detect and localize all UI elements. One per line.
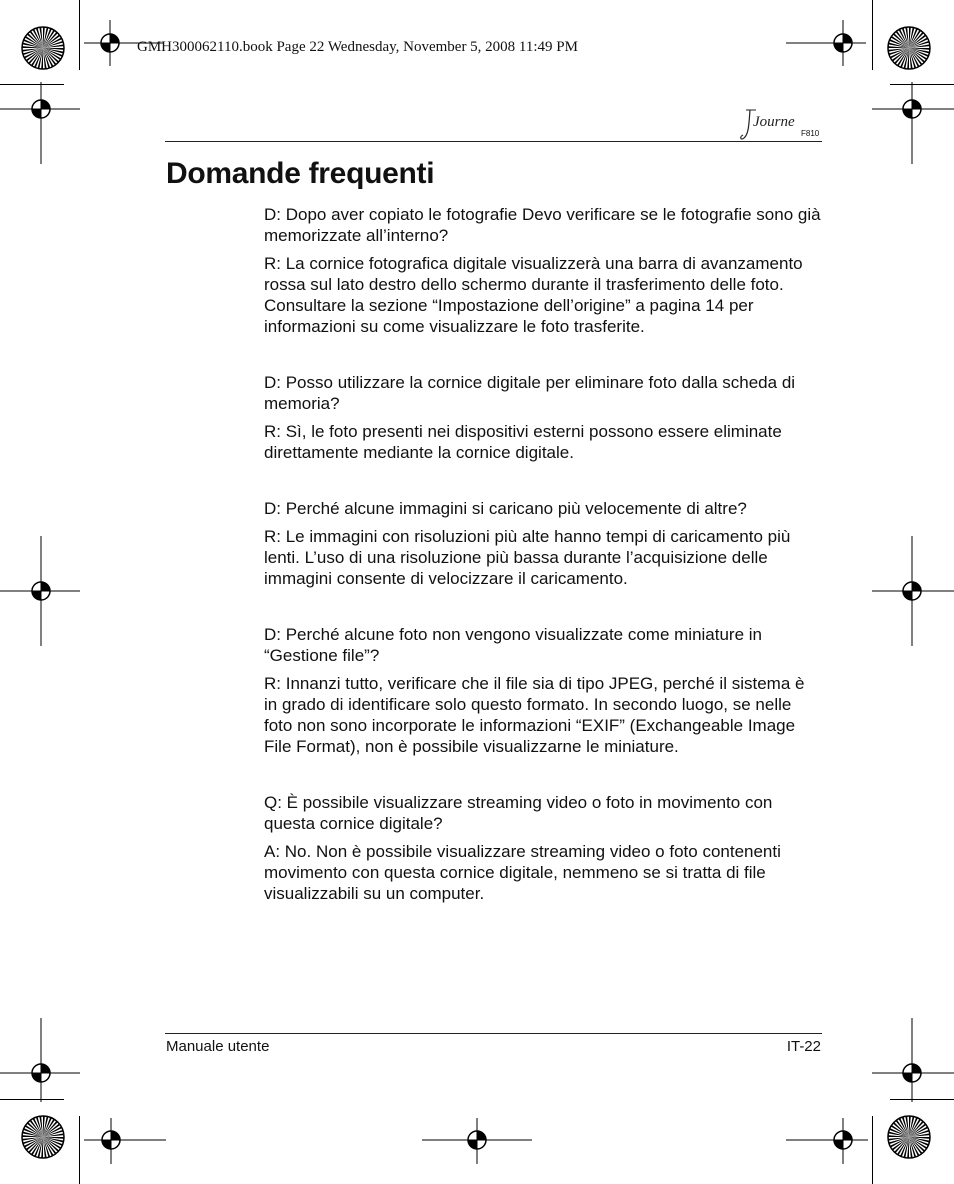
registration-mark-icon: [786, 20, 866, 66]
crop-line: [79, 1116, 80, 1184]
faq-question: D: Posso utilizzare la cornice digitale per eliminare foto dalla scheda di memoria?: [264, 373, 796, 413]
faq-answer: R: Sì, le foto presenti nei dispositivi esterni possono essere eliminate direttamente mediante la cornice digitale.: [264, 422, 782, 462]
registration-mark-icon: [786, 1118, 868, 1164]
crop-line: [872, 1116, 873, 1184]
faq-list: [264, 204, 822, 939]
faq-item: [264, 498, 822, 589]
registration-mark-icon: [0, 536, 80, 646]
star-target-icon: [886, 25, 932, 71]
journe-logo: [740, 104, 810, 144]
footer-page-number: IT-22: [786, 1038, 821, 1055]
header-rule: [165, 141, 822, 142]
faq-item: [264, 204, 822, 337]
footer-rule: [165, 1033, 822, 1034]
faq-question: D: Perché alcune immagini si caricano più velocemente di altre?: [264, 499, 747, 518]
crop-line: [872, 0, 873, 70]
model-tag: F810: [801, 129, 820, 138]
faq-question: D: Perché alcune foto non vengono visualizzate come miniature in “Gestione file”?: [264, 625, 763, 665]
faq-answer: R: Le immagini con risoluzioni più alte hanno tempi di caricamento più lenti. L’uso di una risoluzione più bassa durante l’acquisizione delle immagini consente di velocizzare il caricamento.: [264, 527, 791, 588]
registration-mark-icon: [0, 82, 80, 164]
faq-answer: A: No. Non è possibile visualizzare streaming video o foto contenenti movimento con questa cornice digitale, nemmeno se si tratta di file visualizzabili su un computer.: [264, 842, 781, 903]
footer-manual-label: Manuale utente: [166, 1038, 270, 1055]
star-target-icon: [20, 25, 66, 71]
faq-answer: R: La cornice fotografica digitale visualizzerà una barra di avanzamento rossa sul lato destro dello schermo durante il trasferimento delle foto. Consultare la sezione “Impostazione dell’origine” a pagina 14 per informazioni su come visualizzare le foto trasferite.: [264, 254, 803, 336]
star-target-icon: [20, 1114, 66, 1160]
faq-item: [264, 372, 822, 463]
svg-text:Journe: Journe: [753, 114, 795, 130]
faq-answer: R: Innanzi tutto, verificare che il file sia di tipo JPEG, perché il sistema è in grado di identificare solo questo formato. In secondo luogo, se nelle foto non sono incorporate le informazioni “EXIF” (Exchangeable Image File Format), non è possibile visualizzarne le miniature.: [264, 674, 805, 756]
registration-mark-icon: [0, 1018, 80, 1102]
faq-item: [264, 624, 822, 757]
registration-mark-icon: [872, 82, 954, 164]
registration-mark-icon: [422, 1118, 532, 1164]
print-slug-line: GMH300062110.book Page 22 Wednesday, November 5, 2008 11:49 PM: [137, 39, 578, 55]
faq-question: D: Dopo aver copiato le fotografie Devo verificare se le fotografie sono già memorizzate all’interno?: [264, 205, 821, 245]
star-target-icon: [886, 1114, 932, 1160]
registration-mark-icon: [84, 1118, 166, 1164]
registration-mark-icon: [872, 536, 954, 646]
page-title: Domande frequenti: [166, 157, 435, 190]
registration-mark-icon: [872, 1018, 954, 1102]
crop-line: [79, 0, 80, 70]
faq-item: [264, 792, 822, 904]
faq-question: Q: È possibile visualizzare streaming video o foto in movimento con questa cornice digitale?: [264, 793, 773, 833]
